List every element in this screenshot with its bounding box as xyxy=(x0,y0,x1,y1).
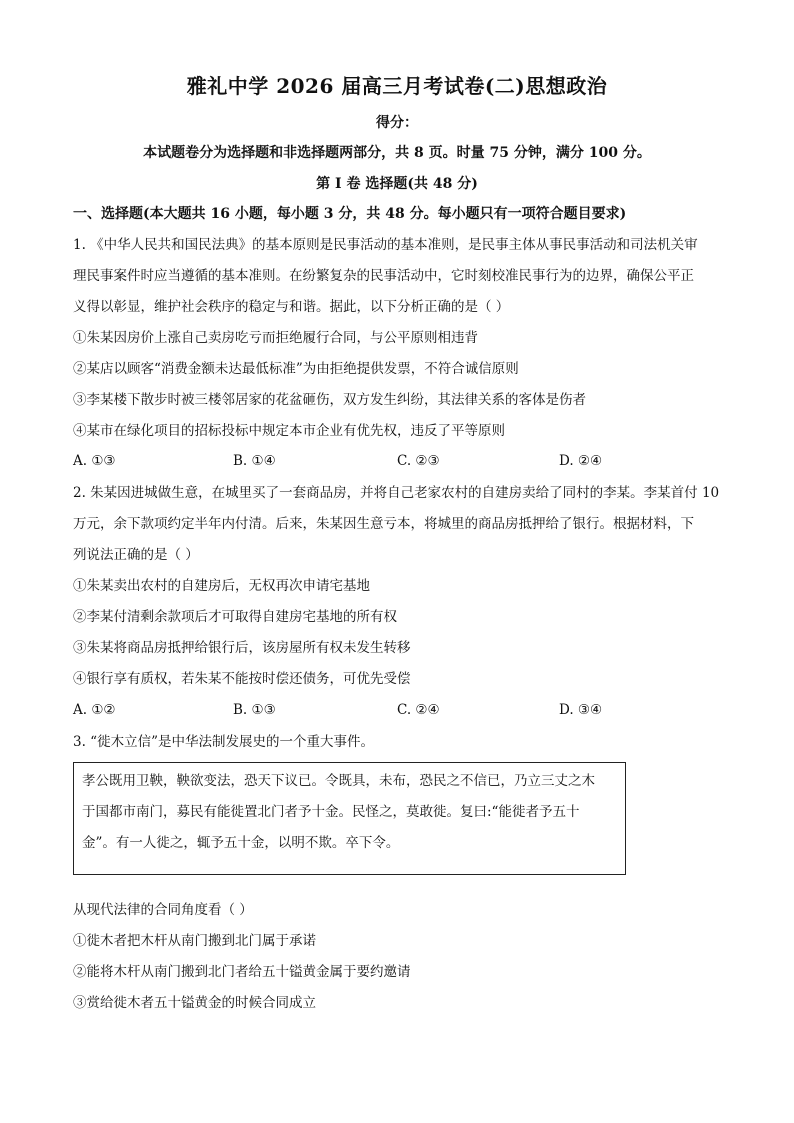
option-d[interactable]: D. ③④ xyxy=(559,702,603,718)
question-2-stem-line: 2. 朱某因进城做生意，在城里买了一套商品房，并将自己老家农村的自建房卖给了同村的李某。李某首付 10 xyxy=(73,485,720,501)
score-label: 得分： xyxy=(376,115,418,131)
question-3-stem: 从现代法律的合同角度看（ ） xyxy=(73,902,253,918)
question-2-item: ④银行享有质权，若朱某不能按时偿还债务，可优先受偿 xyxy=(73,671,411,687)
passage-line: 金”。有一人徙之，辄予五十金，以明不欺。卒下令。 xyxy=(82,835,400,851)
question-3-intro: 3. “徙木立信”是中华法制发展史的一个重大事件。 xyxy=(73,734,374,750)
passage-line: 孝公既用卫鞅，鞅欲变法，恐天下议已。令既具，未布，恐民之不信已，乃立三丈之木 xyxy=(82,773,595,789)
question-1-item: ③李某楼下散步时被三楼邻居家的花盆砸伤，双方发生纠纷，其法律关系的客体是伤者 xyxy=(73,392,586,408)
question-2 xyxy=(73,478,723,695)
question-1-stem-line: 理民事案件时应当遵循的基本准则。在纷繁复杂的民事活动中，它时刻校准民事行为的边界，确保公平正 xyxy=(73,268,694,284)
option-d[interactable]: D. ②④ xyxy=(559,453,603,469)
question-1-stem-line: 1. 《中华人民共和国民法典》的基本原则是民事活动的基本准则，是民事主体从事民事活动和司法机关审 xyxy=(73,237,698,253)
question-1 xyxy=(73,230,723,447)
question-1-options xyxy=(73,453,723,473)
quoted-passage-box xyxy=(73,762,626,875)
question-1-item: ④某市在绿化项目的招标投标中规定本市企业有优先权，违反了平等原则 xyxy=(73,423,505,439)
exam-notice: 本试题卷分为选择题和非选择题两部分，共 8 页。时量 75 分钟，满分 100 分。 xyxy=(143,145,651,161)
option-a[interactable]: A. ①② xyxy=(73,702,116,718)
question-1-item: ①朱某因房价上涨自己卖房吃亏而拒绝履行合同，与公平原则相违背 xyxy=(73,330,478,346)
option-b[interactable]: B. ①③ xyxy=(233,702,276,718)
question-2-stem-line: 万元，余下款项约定半年内付清。后来，朱某因生意亏本，将城里的商品房抵押给了银行。根据材料，下 xyxy=(73,516,694,532)
exam-title: 雅礼中学 2026 届高三月考试卷(二)思想政治 xyxy=(186,74,608,98)
question-3-item: ②能将木杆从南门搬到北门者给五十镒黄金属于要约邀请 xyxy=(73,964,411,980)
option-b[interactable]: B. ①④ xyxy=(233,453,276,469)
section-heading: 一、选择题(本大题共 16 小题，每小题 3 分，共 48 分。每小题只有一项符合题目要求) xyxy=(73,206,627,222)
question-2-item: ①朱某卖出农村的自建房后，无权再次申请宅基地 xyxy=(73,578,370,594)
option-a[interactable]: A. ①③ xyxy=(73,453,116,469)
question-3-item: ①徙木者把木杆从南门搬到北门属于承诺 xyxy=(73,933,316,949)
question-1-stem-line: 义得以彰显，维护社会秩序的稳定与和谐。据此，以下分析正确的是（ ） xyxy=(73,299,510,315)
question-2-item: ③朱某将商品房抵押给银行后，该房屋所有权未发生转移 xyxy=(73,640,411,656)
part-heading: 第 I 卷 选择题(共 48 分) xyxy=(316,176,478,192)
question-3 xyxy=(73,895,723,1019)
question-1-item: ②某店以顾客“消费金额未达最低标准”为由拒绝提供发票，不符合诚信原则 xyxy=(73,361,519,377)
question-2-options xyxy=(73,702,723,722)
option-c[interactable]: C. ②④ xyxy=(397,702,440,718)
question-2-item: ②李某付清剩余款项后才可取得自建房宅基地的所有权 xyxy=(73,609,397,625)
question-2-stem-line: 列说法正确的是（ ） xyxy=(73,547,199,563)
passage-line: 于国都市南门，募民有能徙置北门者予十金。民怪之，莫敢徙。复曰:“能徙者予五十 xyxy=(82,804,580,820)
question-3-item: ③赏给徙木者五十镒黄金的时候合同成立 xyxy=(73,995,316,1011)
option-c[interactable]: C. ②③ xyxy=(397,453,440,469)
